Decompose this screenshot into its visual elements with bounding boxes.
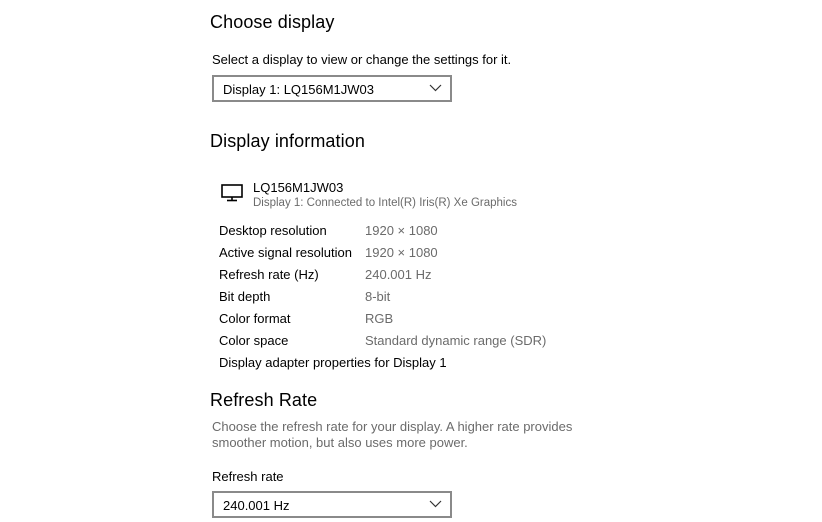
refresh-rate-description-line1: Choose the refresh rate for your display. A higher rate provides: [212, 419, 573, 434]
chevron-down-icon: [429, 499, 442, 509]
chevron-down-icon: [429, 83, 442, 93]
info-label-color-space: Color space: [219, 333, 289, 348]
display-select[interactable]: [212, 75, 452, 102]
display-select-value: Display 1: LQ156M1JW03: [223, 82, 375, 97]
display-name: LQ156M1JW03: [253, 180, 344, 195]
info-value-active-signal-resolution: 1920 × 1080: [365, 245, 438, 260]
refresh-rate-field-label: Refresh rate: [212, 469, 284, 484]
refresh-rate-heading: Refresh Rate: [210, 390, 318, 410]
display-connection: Display 1: Connected to Intel(R) Iris(R) Xe Graphics: [253, 197, 517, 209]
info-label-refresh-rate: Refresh rate (Hz): [219, 267, 319, 282]
info-label-color-format: Color format: [219, 311, 291, 326]
refresh-rate-description-line2: smoother motion, but also uses more power.: [212, 435, 468, 450]
info-value-color-format: RGB: [365, 311, 394, 326]
choose-display-description: Select a display to view or change the settings for it.: [212, 52, 512, 67]
display-adapter-properties-link[interactable]: Display adapter properties for Display 1: [219, 355, 447, 370]
refresh-rate-select[interactable]: [212, 491, 452, 518]
info-label-desktop-resolution: Desktop resolution: [219, 223, 327, 238]
info-value-refresh-rate: 240.001 Hz: [365, 267, 432, 282]
info-label-bit-depth: Bit depth: [219, 289, 271, 304]
info-value-desktop-resolution: 1920 × 1080: [365, 223, 438, 238]
info-value-bit-depth: 8-bit: [365, 289, 391, 304]
info-label-active-signal-resolution: Active signal resolution: [219, 245, 352, 260]
monitor-icon: [221, 184, 243, 202]
refresh-rate-select-value: 240.001 Hz: [223, 498, 290, 513]
display-information-heading: Display information: [210, 131, 365, 151]
info-value-color-space: Standard dynamic range (SDR): [365, 333, 547, 348]
choose-display-heading: Choose display: [210, 12, 335, 32]
